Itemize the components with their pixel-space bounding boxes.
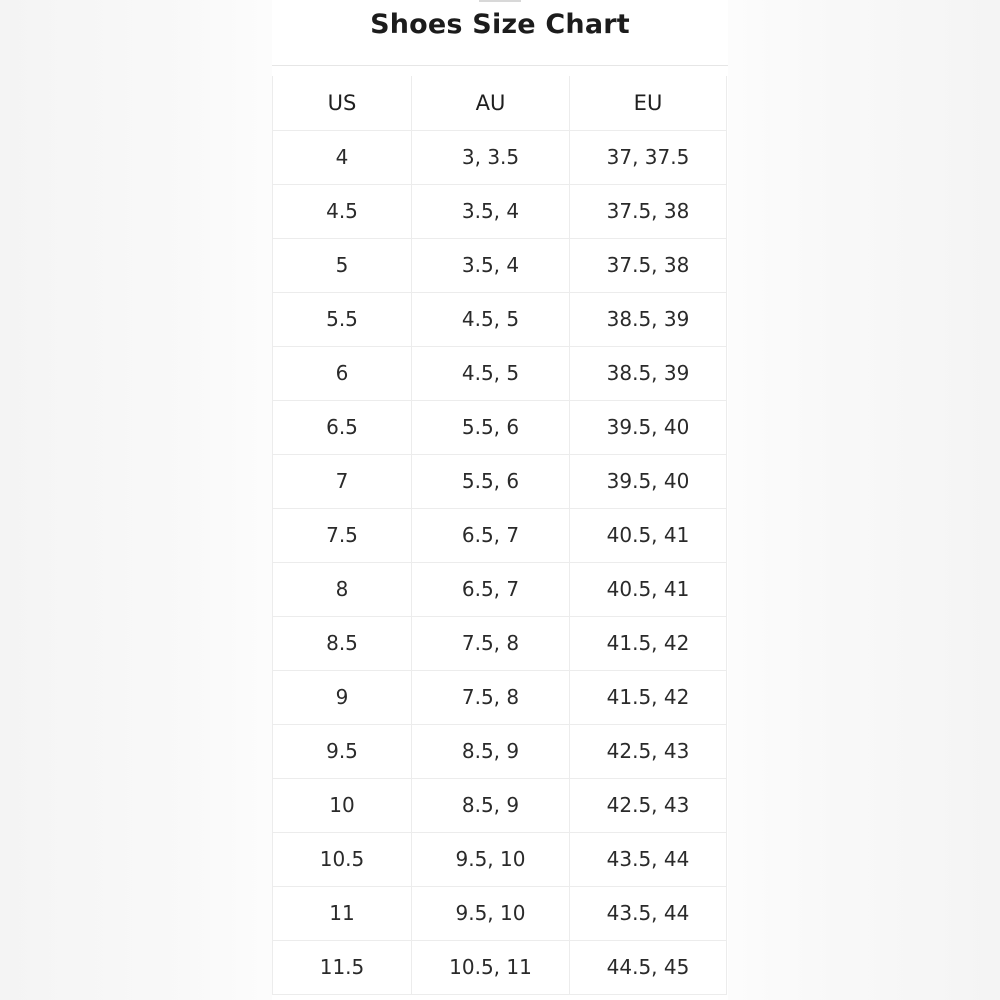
- cell-us: 7.5: [273, 508, 412, 562]
- background-right: [728, 0, 1000, 1000]
- cell-eu: 37.5, 38: [570, 184, 727, 238]
- table-row: [273, 346, 727, 400]
- cell-au: 4.5, 5: [412, 292, 570, 346]
- cell-au: 3.5, 4: [412, 238, 570, 292]
- cell-eu: 40.5, 41: [570, 562, 727, 616]
- cell-eu: 41.5, 42: [570, 616, 727, 670]
- size-chart-panel: [272, 0, 728, 1000]
- cell-au: 7.5, 8: [412, 670, 570, 724]
- table-row: [273, 454, 727, 508]
- cell-us: 11: [273, 886, 412, 940]
- cell-au: 5.5, 6: [412, 400, 570, 454]
- cell-us: 5: [273, 238, 412, 292]
- title-divider: [272, 65, 728, 66]
- cell-us: 6.5: [273, 400, 412, 454]
- cell-au: 8.5, 9: [412, 778, 570, 832]
- table-header-row: [273, 76, 727, 130]
- cell-eu: 37, 37.5: [570, 130, 727, 184]
- cell-au: 10.5, 11: [412, 940, 570, 994]
- cell-us: 11.5: [273, 940, 412, 994]
- cell-us: 5.5: [273, 292, 412, 346]
- cell-us: 10.5: [273, 832, 412, 886]
- table-row: [273, 562, 727, 616]
- cell-us: 6: [273, 346, 412, 400]
- cell-us: 4: [273, 130, 412, 184]
- cell-eu: 40.5, 41: [570, 508, 727, 562]
- page-title: Shoes Size Chart: [370, 9, 630, 40]
- size-table: [272, 76, 727, 995]
- table-row: [273, 508, 727, 562]
- cell-eu: 41.5, 42: [570, 670, 727, 724]
- cell-us: 8.5: [273, 616, 412, 670]
- cell-au: 7.5, 8: [412, 616, 570, 670]
- table-row: [273, 184, 727, 238]
- cell-eu: 44.5, 45: [570, 940, 727, 994]
- cell-us: 9.5: [273, 724, 412, 778]
- top-handle: [479, 0, 521, 2]
- table-row: [273, 940, 727, 994]
- cell-au: 5.5, 6: [412, 454, 570, 508]
- cell-eu: 39.5, 40: [570, 454, 727, 508]
- cell-eu: 38.5, 39: [570, 346, 727, 400]
- table-row: [273, 130, 727, 184]
- cell-au: 4.5, 5: [412, 346, 570, 400]
- cell-au: 3, 3.5: [412, 130, 570, 184]
- table-row: [273, 778, 727, 832]
- table-row: [273, 238, 727, 292]
- cell-eu: 43.5, 44: [570, 832, 727, 886]
- table-row: [273, 616, 727, 670]
- table-row: [273, 832, 727, 886]
- cell-au: 3.5, 4: [412, 184, 570, 238]
- table-row: [273, 886, 727, 940]
- column-header-au: AU: [412, 76, 570, 130]
- cell-eu: 39.5, 40: [570, 400, 727, 454]
- background-left: [0, 0, 272, 1000]
- cell-eu: 37.5, 38: [570, 238, 727, 292]
- cell-au: 6.5, 7: [412, 562, 570, 616]
- cell-us: 9: [273, 670, 412, 724]
- cell-eu: 42.5, 43: [570, 778, 727, 832]
- cell-au: 6.5, 7: [412, 508, 570, 562]
- cell-us: 4.5: [273, 184, 412, 238]
- cell-us: 8: [273, 562, 412, 616]
- cell-au: 8.5, 9: [412, 724, 570, 778]
- cell-eu: 38.5, 39: [570, 292, 727, 346]
- column-header-us: US: [273, 76, 412, 130]
- cell-eu: 42.5, 43: [570, 724, 727, 778]
- cell-au: 9.5, 10: [412, 886, 570, 940]
- cell-us: 10: [273, 778, 412, 832]
- table-row: [273, 400, 727, 454]
- table-row: [273, 724, 727, 778]
- table-row: [273, 292, 727, 346]
- cell-us: 7: [273, 454, 412, 508]
- cell-eu: 43.5, 44: [570, 886, 727, 940]
- table-row: [273, 670, 727, 724]
- column-header-eu: EU: [570, 76, 727, 130]
- cell-au: 9.5, 10: [412, 832, 570, 886]
